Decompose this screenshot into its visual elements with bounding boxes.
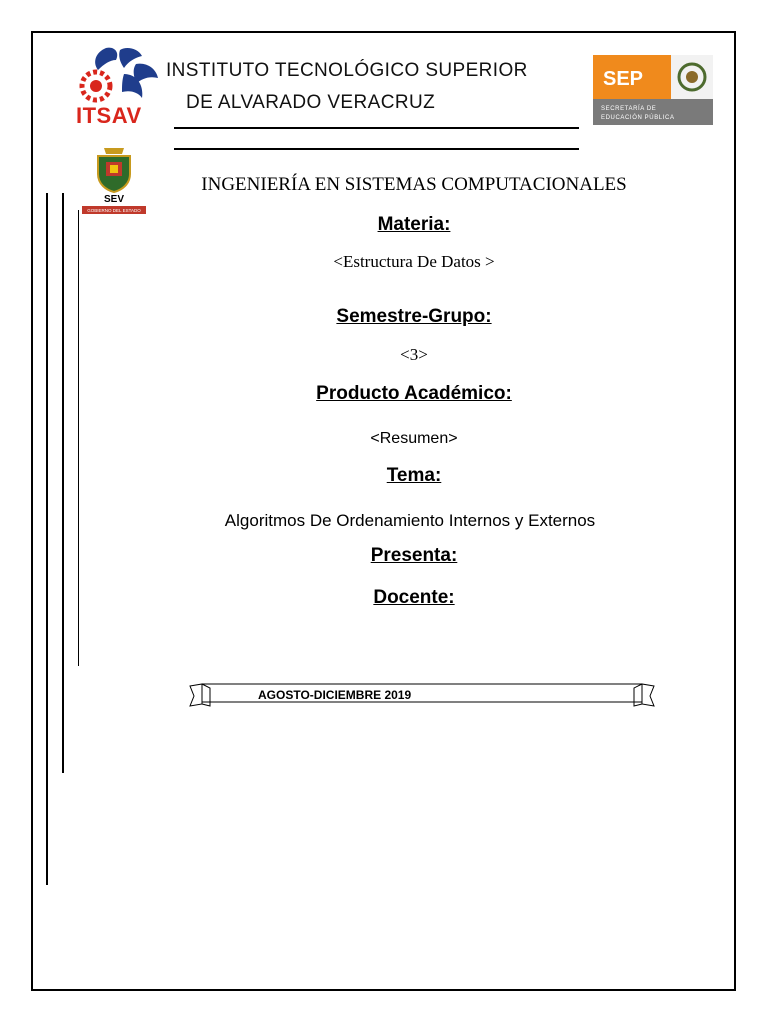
materia-label: Materia: — [377, 214, 451, 235]
sep-title: SEP — [603, 68, 644, 90]
decorative-vertical-line — [78, 210, 79, 666]
materia-value: <Estructura De Datos > — [333, 252, 495, 271]
sev-title: SEV — [103, 194, 125, 205]
producto-value: <Resumen> — [370, 430, 458, 447]
sep-subtitle-1: SECRETARÍA DE — [601, 106, 657, 112]
sep-logo — [593, 55, 713, 125]
semestre-value: <3> — [400, 345, 428, 364]
header-rule-bottom — [174, 148, 579, 150]
academic-period: AGOSTO-DICIEMBRE 2019 — [258, 688, 412, 702]
itsav-logo-text: ITSAV — [76, 103, 142, 128]
decorative-vertical-line — [62, 193, 64, 773]
decorative-vertical-line — [46, 193, 48, 885]
sep-subtitle-2: EDUCACIÓN PÚBLICA — [601, 115, 675, 121]
tema-label: Tema: — [386, 465, 442, 486]
semestre-label: Semestre-Grupo: — [336, 306, 492, 327]
header-rule-top — [174, 127, 579, 129]
tema-value: Algoritmos De Ordenamiento Internos y Externos — [224, 511, 596, 530]
docente-label: Docente: — [373, 587, 455, 608]
institute-name-line1: INSTITUTO TECNOLÓGICO SUPERIOR — [166, 60, 528, 81]
sev-subtitle: GOBIERNO DEL ESTADO — [87, 208, 141, 213]
career-title: INGENIERÍA EN SISTEMAS COMPUTACIONALES — [201, 174, 627, 195]
sev-logo — [82, 146, 146, 216]
presenta-label: Presenta: — [370, 545, 458, 566]
producto-label: Producto Académico: — [316, 383, 512, 404]
institute-name-line2: DE ALVARADO VERACRUZ — [186, 92, 436, 113]
